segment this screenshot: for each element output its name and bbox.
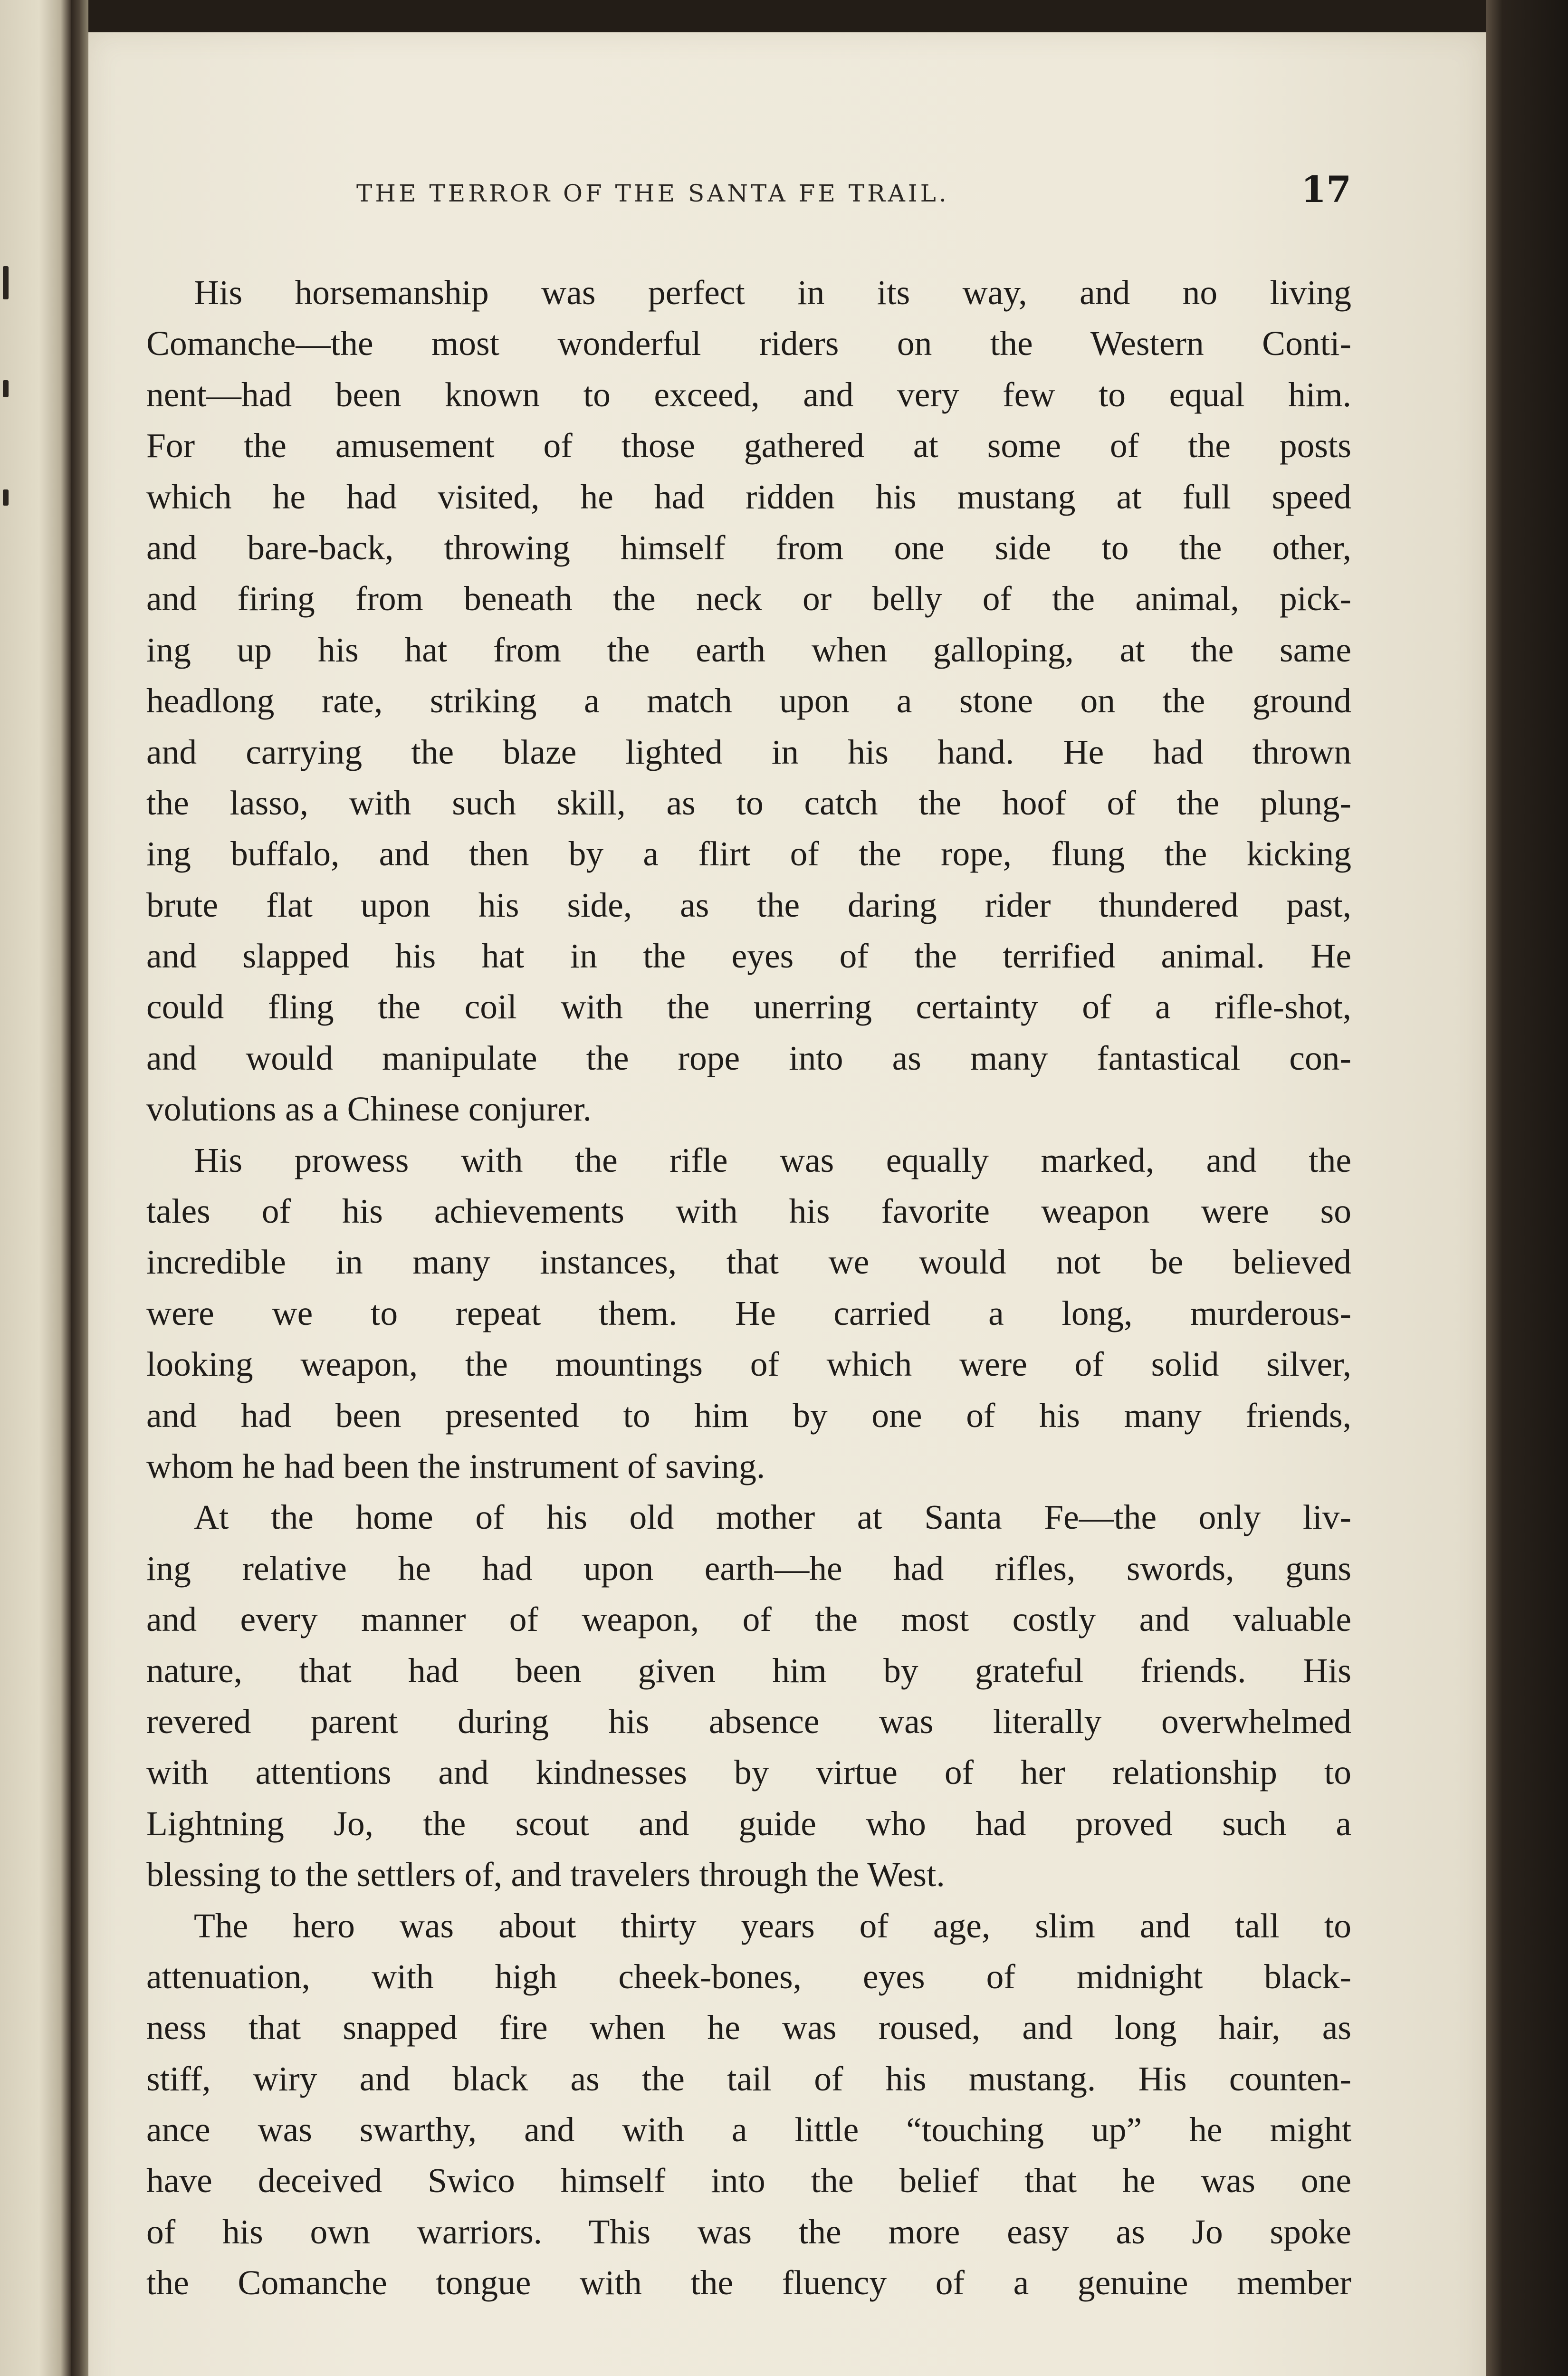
text-line: and firing from beneath the neck or belly of the animal, pick-: [146, 579, 1351, 618]
text-line: could fling the coil with the unerring certainty of a rifle-shot,: [146, 987, 1351, 1026]
text-line: and had been presented to him by one of his many friends,: [146, 1396, 1351, 1435]
page-header: [266, 168, 1359, 214]
page-outer-edge: [1486, 0, 1568, 2376]
text-line: and would manipulate the rope into as many fantastical con-: [146, 1038, 1351, 1077]
text-line: revered parent during his absence was literally overwhelmed: [146, 1702, 1351, 1741]
text-line: The hero was about thirty years of age, slim and tall to: [194, 1906, 1351, 1945]
text-line: whom he had been the instrument of saving.: [146, 1447, 765, 1485]
text-line: brute flat upon his side, as the daring rider thundered past,: [146, 885, 1351, 924]
text-line: and carrying the blaze lighted in his hand. He had thrown: [146, 732, 1351, 771]
text-line: At the home of his old mother at Santa Fe—the only liv-: [194, 1498, 1351, 1537]
text-line: blessing to the settlers of, and travelers through the West.: [146, 1855, 945, 1894]
text-line: volutions as a Chinese conjurer.: [146, 1090, 592, 1129]
book-gutter: [71, 0, 88, 2376]
text-line: the lasso, with such skill, as to catch the hoof of the plung-: [146, 783, 1351, 822]
text-line: the Comanche tongue with the fluency of a genuine member: [146, 2263, 1351, 2302]
text-line: have deceived Swico himself into the belief that he was one: [146, 2161, 1351, 2200]
text-line: with attentions and kindnesses by virtue of her relationship to: [146, 1753, 1351, 1792]
page-number: 17: [1301, 168, 1351, 211]
text-line: which he had visited, he had ridden his mustang at full speed: [146, 477, 1351, 516]
text-line: Lightning Jo, the scout and guide who had proved such a: [146, 1804, 1351, 1843]
text-line: nature, that had been given him by grateful friends. His: [146, 1651, 1351, 1690]
text-line: incredible in many instances, that we would not be believed: [146, 1243, 1351, 1282]
text-line: His horsemanship was perfect in its way, and no living: [194, 273, 1351, 312]
text-line: nent—had been known to exceed, and very few to equal him.: [146, 375, 1351, 414]
text-line: Comanche—the most wonderful riders on the Western Conti-: [146, 324, 1351, 363]
text-line: tales of his achievements with his favorite weapon were so: [146, 1192, 1351, 1231]
text-line: were we to repeat them. He carried a long, murderous-: [146, 1293, 1351, 1332]
text-line: headlong rate, striking a match upon a stone on the ground: [146, 681, 1351, 720]
text-line: ing relative he had upon earth—he had rifles, swords, guns: [146, 1549, 1351, 1588]
text-line: looking weapon, the mountings of which were of solid silver,: [146, 1345, 1351, 1384]
text-line: and slapped his hat in the eyes of the terrified animal. He: [146, 937, 1351, 976]
body-text: [146, 267, 1351, 2309]
text-line: For the amusement of those gathered at some of the posts: [146, 426, 1351, 465]
text-line: His prowess with the rifle was equally marked, and the: [194, 1140, 1351, 1179]
text-line: ing buffalo, and then by a flirt of the rope, flung the kicking: [146, 834, 1351, 873]
facing-page-text-fragments: [0, 0, 19, 2376]
text-line: and bare-back, throwing himself from one side to the other,: [146, 528, 1351, 567]
text-line: attenuation, with high cheek-bones, eyes of midnight black-: [146, 1957, 1351, 1996]
text-line: and every manner of weapon, of the most costly and valuable: [146, 1600, 1351, 1639]
text-line: stiff, wiry and black as the tail of his mustang. His counten-: [146, 2059, 1351, 2098]
running-title: THE TERROR OF THE SANTA FE TRAIL.: [356, 180, 949, 207]
text-line: of his own warriors. This was the more easy as Jo spoke: [146, 2212, 1351, 2251]
text-line: ing up his hat from the earth when galloping, at the same: [146, 630, 1351, 669]
text-line: ance was swarthy, and with a little “touching up” he might: [146, 2110, 1351, 2149]
text-line: ness that snapped fire when he was roused, and long hair, as: [146, 2008, 1351, 2047]
